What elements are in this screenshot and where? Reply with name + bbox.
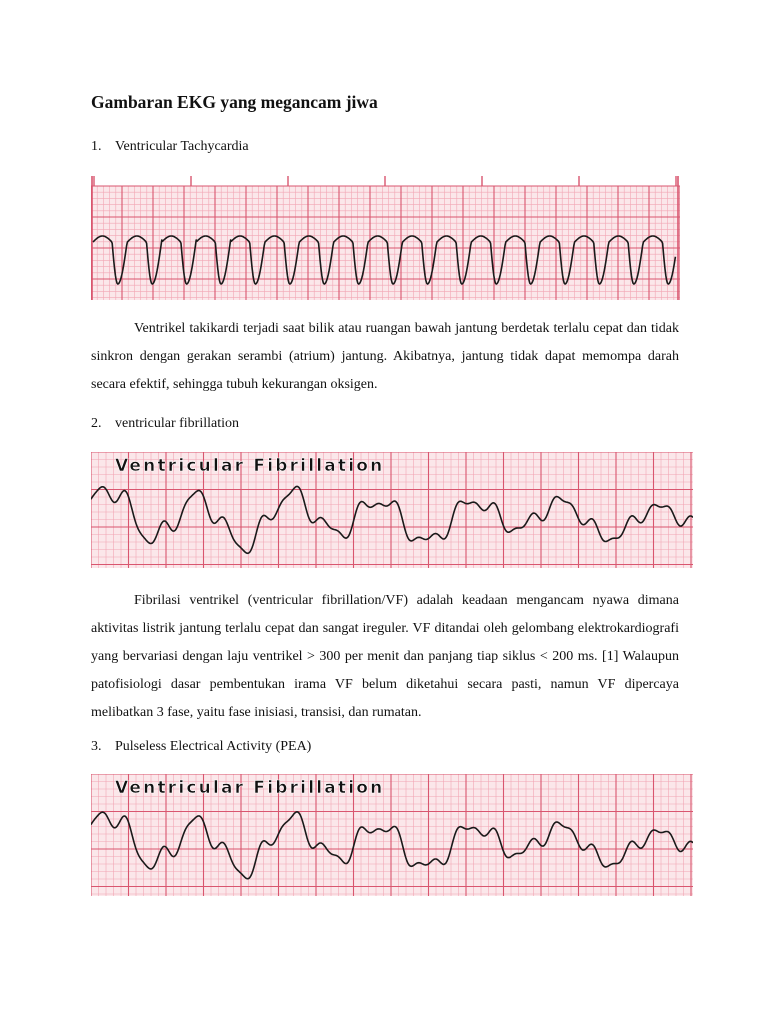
ecg-strip-ventricular-tachycardia xyxy=(91,176,680,300)
section-heading-ventricular-tachycardia xyxy=(91,139,249,155)
strip-label: Ventricular Fibrillation xyxy=(115,778,385,798)
paragraph-text: Fibrilasi ventrikel (ventricular fibrillation/VF) adalah keadaan mengancam nyawa dimana aktivitas listrik jantung terlalu cepat dan sangat ireguler. VF ditandai oleh gelombang elektrokardiografi yang bervariasi dengan laju ventrikel > 300 per menit dan panjang tiap siklus < 200 ms. [1] Walaupun patofisiologi dasar pembentukan irama VF belum diketahui secara pasti, namun VF dipercaya melibatkan 3 fase, yaitu fase inisiasi, transisi, dan rumatan. xyxy=(91,593,679,720)
ecg-strip-ventricular-fibrillation xyxy=(91,452,693,568)
ecg-svg xyxy=(91,176,680,300)
paragraph-ventricular-fibrillation xyxy=(91,587,679,727)
strip-label: Ventricular Fibrillation xyxy=(115,456,385,476)
grid-background xyxy=(91,186,680,300)
ecg-svg xyxy=(91,774,693,896)
section-heading-pea xyxy=(91,739,311,755)
section-title: Ventricular Tachycardia xyxy=(115,139,249,154)
section-title: Pulseless Electrical Activity (PEA) xyxy=(115,739,312,754)
paragraph-ventricular-tachycardia xyxy=(91,315,679,399)
section-number: 1. xyxy=(91,139,102,154)
section-number: 3. xyxy=(91,739,102,754)
section-heading-ventricular-fibrillation xyxy=(91,416,239,432)
ecg-svg xyxy=(91,452,693,568)
paragraph-text: Ventrikel takikardi terjadi saat bilik atau ruangan bawah jantung berdetak terlalu cepat dan tidak sinkron dengan gerakan serambi (atrium) jantung. Akibatnya, jantung tidak dapat memompa darah secara efektif, sehingga tubuh kekurangan oksigen. xyxy=(91,321,679,392)
ecg-strip-pea xyxy=(91,774,693,896)
section-number: 2. xyxy=(91,416,102,431)
section-title: ventricular fibrillation xyxy=(115,416,240,431)
document-title: Gambaran EKG yang megancam jiwa xyxy=(91,92,378,112)
ecg-grid xyxy=(91,186,680,300)
